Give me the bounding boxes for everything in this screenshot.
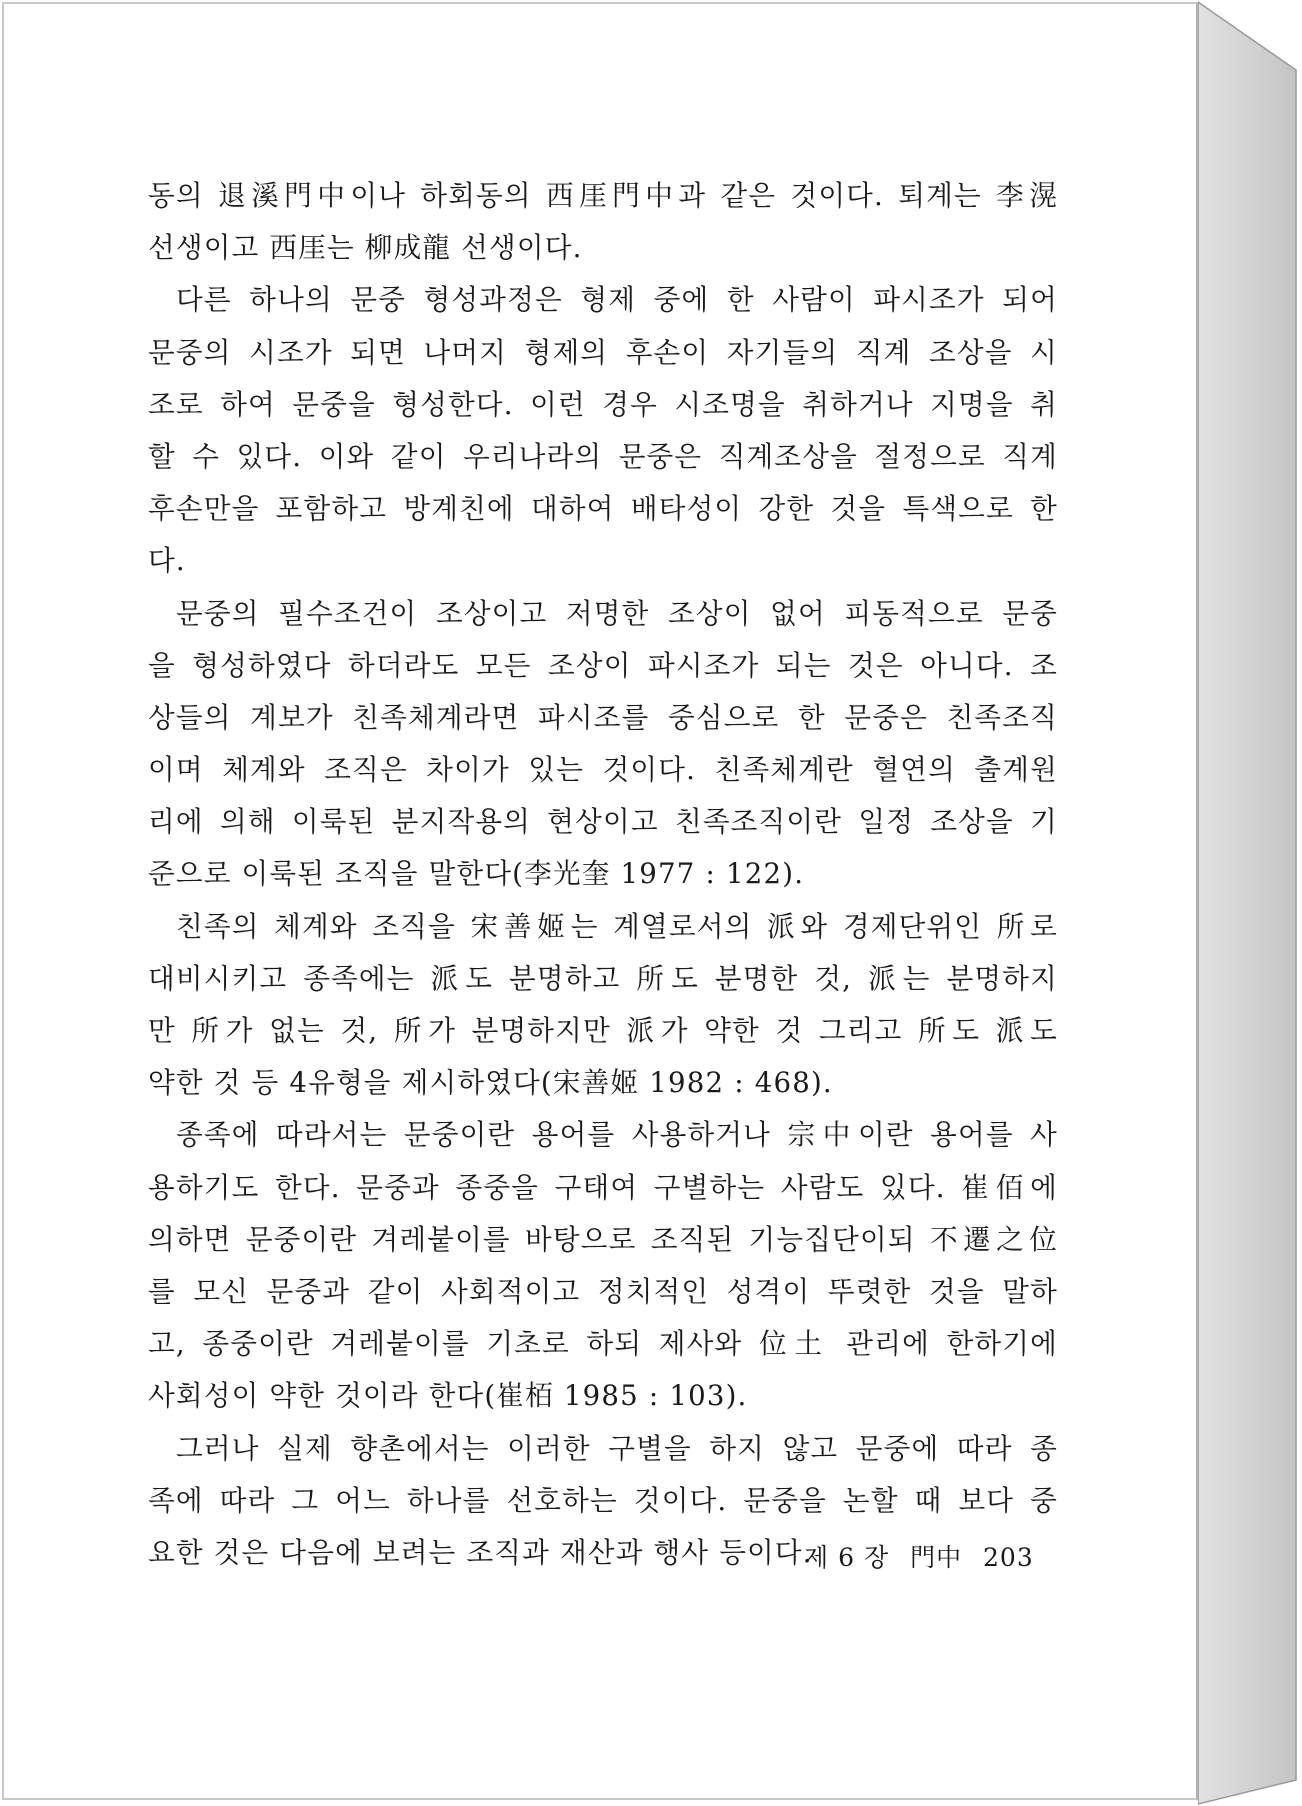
text-line: 종족에 따라서는 문중이란 용어를 사용하거나 宗中이란 용어를 사	[176, 1118, 1058, 1152]
text-line: 다른 하나의 문중 형성과정은 형제 중에 한 사람이 파시조가 되어	[176, 283, 1058, 317]
text-line: 이며 체계와 조직은 차이가 있는 것이다. 친족체계란 혈연의 출계원	[148, 753, 1058, 787]
text-line: 요한 것은 다음에 보려는 조직과 재산과 행사 등이다.	[148, 1535, 813, 1569]
text-line: 리에 의해 이룩된 분지작용의 현상이고 친족조직이란 일정 조상을 기	[148, 805, 1058, 839]
text-line: 문중의 필수조건이 조상이고 저명한 조상이 없어 피동적으로 문중	[176, 596, 1058, 630]
text-line: 을 형성하였다 하더라도 모든 조상이 파시조가 되는 것은 아니다. 조	[148, 648, 1058, 682]
text-line: 준으로 이룩된 조직을 말한다(李光奎 1977 : 122).	[148, 857, 805, 891]
text-line: 조로 하여 문중을 형성한다. 이런 경우 시조명을 취하거나 지명을 취	[148, 387, 1058, 421]
text-line: 친족의 체계와 조직을 宋善姬는 계열로서의 派와 경제단위인 所로	[176, 909, 1058, 943]
body-text	[148, 170, 1058, 1579]
text-line: 사회성이 약한 것이라 한다(崔栢 1985 : 103).	[148, 1379, 748, 1413]
text-line: 만 所가 없는 것, 所가 분명하지만 派가 약한 것 그리고 所도 派도	[148, 1014, 1058, 1047]
text-line: 약한 것 등 4유형을 제시하였다(宋善姬 1982 : 468).	[148, 1066, 833, 1100]
text-line: 족에 따라 그 어느 하나를 선호하는 것이다. 문중을 논할 때 보다 중	[148, 1483, 1058, 1517]
text-line: 선생이고 西厓는 柳成龍 선생이다.	[148, 231, 583, 265]
text-line: 를 모신 문중과 같이 사회적이고 정치적인 성격이 뚜렷한 것을 말하	[148, 1274, 1058, 1308]
page-number: 203	[983, 1543, 1034, 1572]
text-line: 상들의 계보가 친족체계라면 파시조를 중심으로 한 문중은 친족조직	[148, 700, 1058, 734]
chapter-title: 門中	[910, 1543, 963, 1572]
text-line: 문중의 시조가 되면 나머지 형제의 후손이 자기들의 직계 조상을 시	[148, 335, 1058, 369]
book-spine	[1198, 0, 1302, 1806]
chapter-label: 제 6 장	[804, 1543, 890, 1572]
text-line: 후손만을 포함하고 방계친에 대하여 배타성이 강한 것을 특색으로 한	[148, 492, 1058, 526]
text-line: 의하면 문중이란 겨레붙이를 바탕으로 조직된 기능집단이되 不遷之位	[148, 1222, 1058, 1256]
text-line: 대비시키고 종족에는 派도 분명하고 所도 분명한 것, 派는 분명하지	[148, 961, 1058, 995]
text-line: 다.	[148, 544, 186, 578]
text-line: 할 수 있다. 이와 같이 우리나라의 문중은 직계조상을 절정으로 직계	[148, 439, 1058, 473]
text-line: 고, 종중이란 겨레붙이를 기초로 하되 제사와 位土 관리에 한하기에	[148, 1327, 1058, 1361]
text-line: 그러나 실제 향촌에서는 이러한 구별을 하지 않고 문중에 따라 종	[176, 1431, 1058, 1465]
page-footer	[804, 1538, 1046, 1574]
text-line: 용하기도 한다. 문중과 종중을 구태여 구별하는 사람도 있다. 崔佰에	[148, 1170, 1058, 1204]
text-line: 동의 退溪門中이나 하회동의 西厓門中과 같은 것이다. 퇴계는 李滉	[148, 179, 1058, 212]
